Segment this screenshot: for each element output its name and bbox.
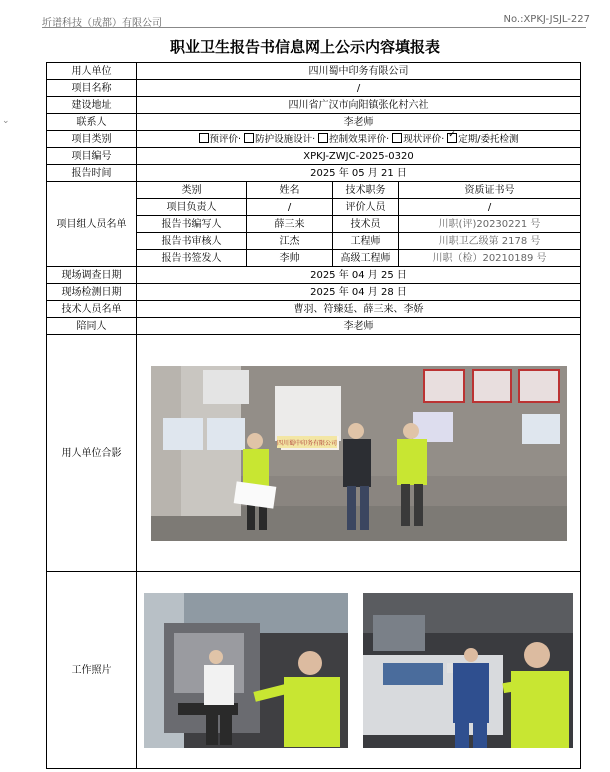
category-options: 预评价· 防护设施设计· 控制效果评价· 现状评价· ✓定期/委托检测: [137, 131, 581, 148]
label-test-date: 现场检测日期: [47, 284, 137, 301]
label-tech-staff: 技术人员名单: [47, 301, 137, 318]
value-report-time[interactable]: 2025 年 05 月 21 日: [137, 165, 581, 182]
group-photo[interactable]: [151, 366, 567, 541]
header-divider: [42, 27, 586, 28]
label-address: 建设地址: [47, 97, 137, 114]
team-cell[interactable]: 工程师: [333, 233, 399, 250]
label-contact: 联系人: [47, 114, 137, 131]
checkbox-control-evaluation[interactable]: 控制效果评价: [318, 134, 386, 145]
team-cell: 报告书签发人: [137, 250, 247, 267]
checkbox-status-evaluation[interactable]: 现状评价: [392, 134, 441, 145]
team-cell[interactable]: 江杰: [247, 233, 333, 250]
team-cell[interactable]: 高级工程师: [333, 250, 399, 267]
checkbox-pre-evaluation[interactable]: 预评价: [199, 134, 239, 145]
team-cell[interactable]: 评价人员: [333, 199, 399, 216]
label-team: 项目组人员名单: [47, 182, 137, 267]
margin-marker-icon: ⌄: [2, 116, 10, 126]
team-cell[interactable]: /: [399, 199, 581, 216]
work-photo-1[interactable]: [144, 593, 348, 748]
label-work-photos: 工作照片: [47, 572, 137, 769]
work-photo-2[interactable]: [363, 593, 573, 748]
team-cell[interactable]: /: [247, 199, 333, 216]
checkbox-periodic-testing[interactable]: ✓定期/委托检测: [447, 134, 518, 145]
value-companion[interactable]: 李老师: [137, 318, 581, 335]
document-number: No.:XPKJ-JSJL-227: [503, 14, 590, 25]
value-survey-date[interactable]: 2025 年 04 月 25 日: [137, 267, 581, 284]
label-project-name: 项目名称: [47, 80, 137, 97]
label-group-photo: 用人单位合影: [47, 335, 137, 572]
checkbox-box-icon: [199, 133, 209, 143]
value-contact[interactable]: 李老师: [137, 114, 581, 131]
team-cell[interactable]: 川职（检）20210189 号: [399, 250, 581, 267]
value-employer[interactable]: 四川蜀中印务有限公司: [137, 63, 581, 80]
team-cell: 项目负责人: [137, 199, 247, 216]
checkbox-box-icon: [318, 133, 328, 143]
report-form-table: [46, 62, 581, 769]
team-cell[interactable]: 薛三来: [247, 216, 333, 233]
sign-text: 四川蜀中印务有限公司: [276, 439, 337, 447]
label-employer: 用人单位: [47, 63, 137, 80]
value-project-no[interactable]: XPKJ-ZWJC-2025-0320: [137, 148, 581, 165]
team-cell[interactable]: 川职(评)20230221 号: [399, 216, 581, 233]
checkbox-box-icon: [244, 133, 254, 143]
work-photos-cell: [137, 572, 581, 769]
team-header-title: 技术职务: [333, 182, 399, 199]
label-report-time: 报告时间: [47, 165, 137, 182]
label-companion: 陪同人: [47, 318, 137, 335]
team-cell[interactable]: 李帅: [247, 250, 333, 267]
label-survey-date: 现场调查日期: [47, 267, 137, 284]
team-cell[interactable]: 技术员: [333, 216, 399, 233]
team-header-category: 类别: [137, 182, 247, 199]
team-header-name: 姓名: [247, 182, 333, 199]
group-photo-cell: [137, 335, 581, 572]
company-header: 圻谱科技（成都）有限公司: [42, 18, 162, 29]
label-project-no: 项目编号: [47, 148, 137, 165]
team-header-certificate: 资质证书号: [399, 182, 581, 199]
team-cell: 报告书编写人: [137, 216, 247, 233]
team-cell[interactable]: 川职卫乙级第 2178 号: [399, 233, 581, 250]
team-cell: 报告书审核人: [137, 233, 247, 250]
label-category: 项目类别: [47, 131, 137, 148]
value-tech-staff[interactable]: 曹羽、符臻廷、薛三来、李娇: [137, 301, 581, 318]
checkbox-box-icon: [392, 133, 402, 143]
checkbox-box-icon: [447, 133, 457, 143]
page-title: 职业卫生报告书信息网上公示内容填报表: [169, 38, 440, 56]
checkbox-protection-design[interactable]: 防护设施设计: [244, 134, 312, 145]
value-address[interactable]: 四川省广汉市向阳镇张化村六社: [137, 97, 581, 114]
value-project-name[interactable]: /: [137, 80, 581, 97]
value-test-date[interactable]: 2025 年 04 月 28 日: [137, 284, 581, 301]
